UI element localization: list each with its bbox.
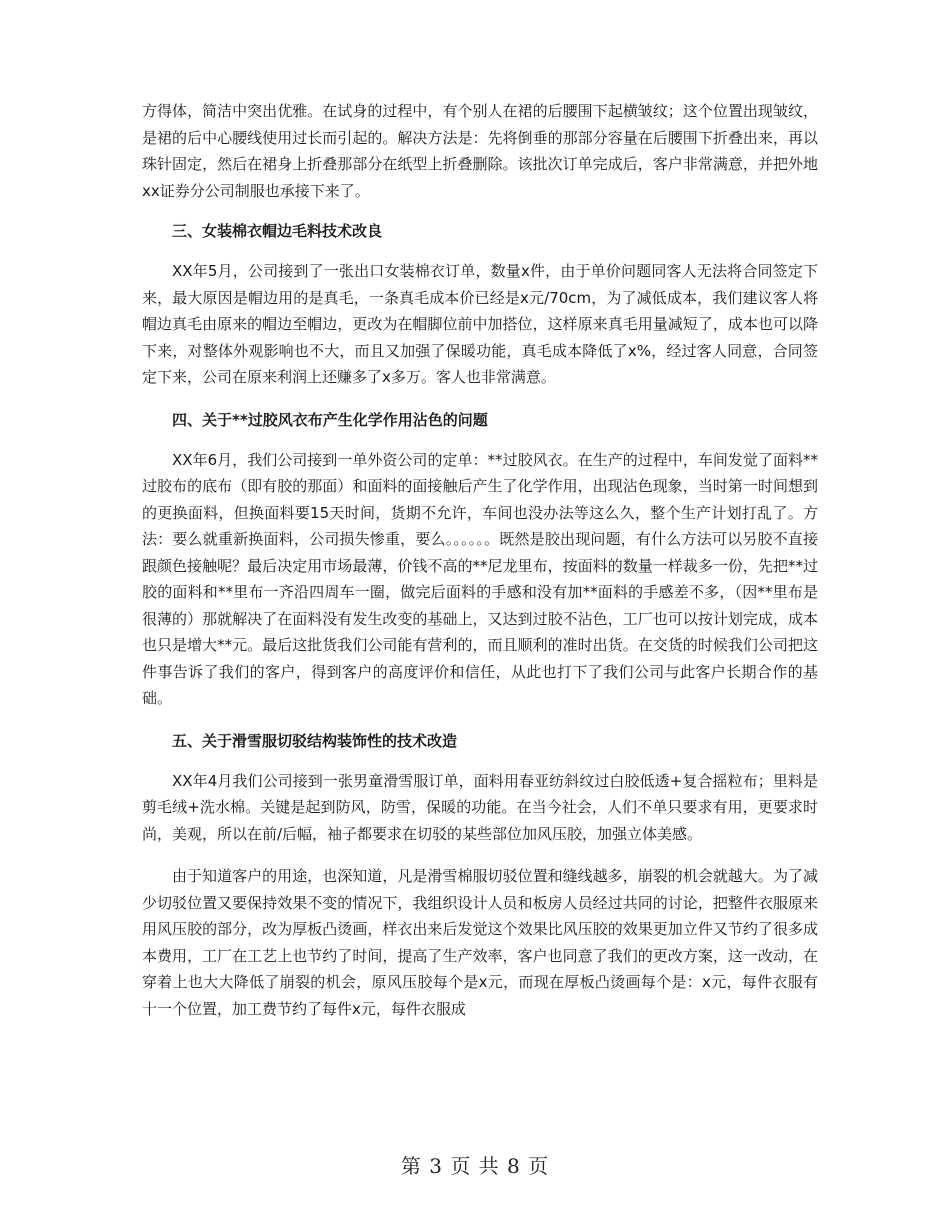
section-heading-5: 五、关于滑雪服切驳结构装饰性的技术改造	[172, 731, 458, 750]
section-4-paragraph-1: XX年6月，我们公司接到一单外资公司的定单：**过胶风衣。在生产的过程中，车间发觉了面料**过胶布的底布（即有胶的那面）和面料的面接触后产生了化学作用，出现沾色现象，当时第一时间想到的更换面料，但换面料要15天时间，货期不允许，车间也没办法等这么久，整个生产计划打乱了。方法：要么就重新换面料，公司损失惨重，要么。。。。。。既然是胶出现问题，有什么方法可以另胶不直接跟颜色接触呢？最后决定用市场最薄，价钱不高的**尼龙里布，按面料的数量一样裁多一份，先把**过胶的面料和**里布一齐沿四周车一圈，做完后面料的手感和没有加**面料的手感差不多，（因**里布是很薄的）那就解决了在面料没有发生改变的基础上，又达到过胶不沾色，工厂也可以按计划完成，成本也只是增大**元。最后这批货我们公司能有营利的，而且顺利的准时出货。在交货的时候我们公司把这件事告诉了我们的客户，得到客户的高度评价和信任，从此也打下了我们公司与此客户长期合作的基础。	[142, 450, 818, 707]
section-3-paragraph-1: XX年5月，公司接到了一张出口女装棉衣订单，数量x件，由于单价问题同客人无法将合同签定下来，最大原因是帽边用的是真毛，一条真毛成本价已经是x元/70cm，为了减低成本，我们建议客人将帽边真毛由原来的帽边至帽边，更改为在帽脚位前中加搭位，这样原来真毛用量减短了，成本也可以降下来，对整体外观影响也不大，而且又加强了保暖功能，真毛成本降低了x%，经过客人同意，合同签定下来，公司在原来利润上还赚多了x多万。客人也非常满意。	[142, 262, 818, 386]
section-5-paragraph-2: 由于知道客户的用途，也深知道，凡是滑雪棉服切驳位置和缝线越多，崩裂的机会就越大。为了减少切驳位置又要保持效果不变的情况下，我组织设计人员和板房人员经过共同的讨论，把整件衣服原来用风压胶的部分，改为厚板凸烫画，样衣出来后发觉这个效果比风压胶的效果更加立件又节约了很多成本费用，工厂在工艺上也节约了时间，提高了生产效率，客户也同意了我们的更改方案，这一改动，在穿着上也大大降低了崩裂的机会，原风压胶每个是x元，而现在厚板凸烫画每个是：x元，每件衣服有十一个位置，加工费节约了每件x元，每件衣服成	[142, 867, 818, 1018]
document-body	[142, 98, 818, 1022]
page-footer	[0, 1150, 950, 1179]
page-indicator: 第 3 页 共 8 页	[400, 1154, 550, 1178]
section-5-paragraph-1: XX年4月我们公司接到一张男童滑雪服订单，面料用春亚纺斜纹过白胶低透+复合摇粒布；里料是剪毛绒+洗水棉。关键是起到防风，防雪，保暖的功能。在当今社会，人们不单只要求有用，更要求时尚，美观，所以在前/后幅，袖子都要求在切驳的某些部位加风压胶，加强立体美感。	[142, 771, 818, 843]
intro-paragraph: 方得体，简洁中突出优雅。在试身的过程中，有个别人在裙的后腰围下起横皱纹；这个位置出现皱纹，是裙的后中心腰线使用过长而引起的。解决方法是：先将倒垂的那部分容量在后腰围下折叠出来，再以珠针固定，然后在裙身上折叠那部分在纸型上折叠删除。该批次订单完成后，客户非常满意，并把外地xx证券分公司制服也承接下来了。	[142, 102, 818, 200]
section-heading-4: 四、关于**过胶风衣布产生化学作用沾色的问题	[172, 410, 488, 429]
section-heading-3: 三、女装棉衣帽边毛料技术改良	[172, 222, 383, 240]
